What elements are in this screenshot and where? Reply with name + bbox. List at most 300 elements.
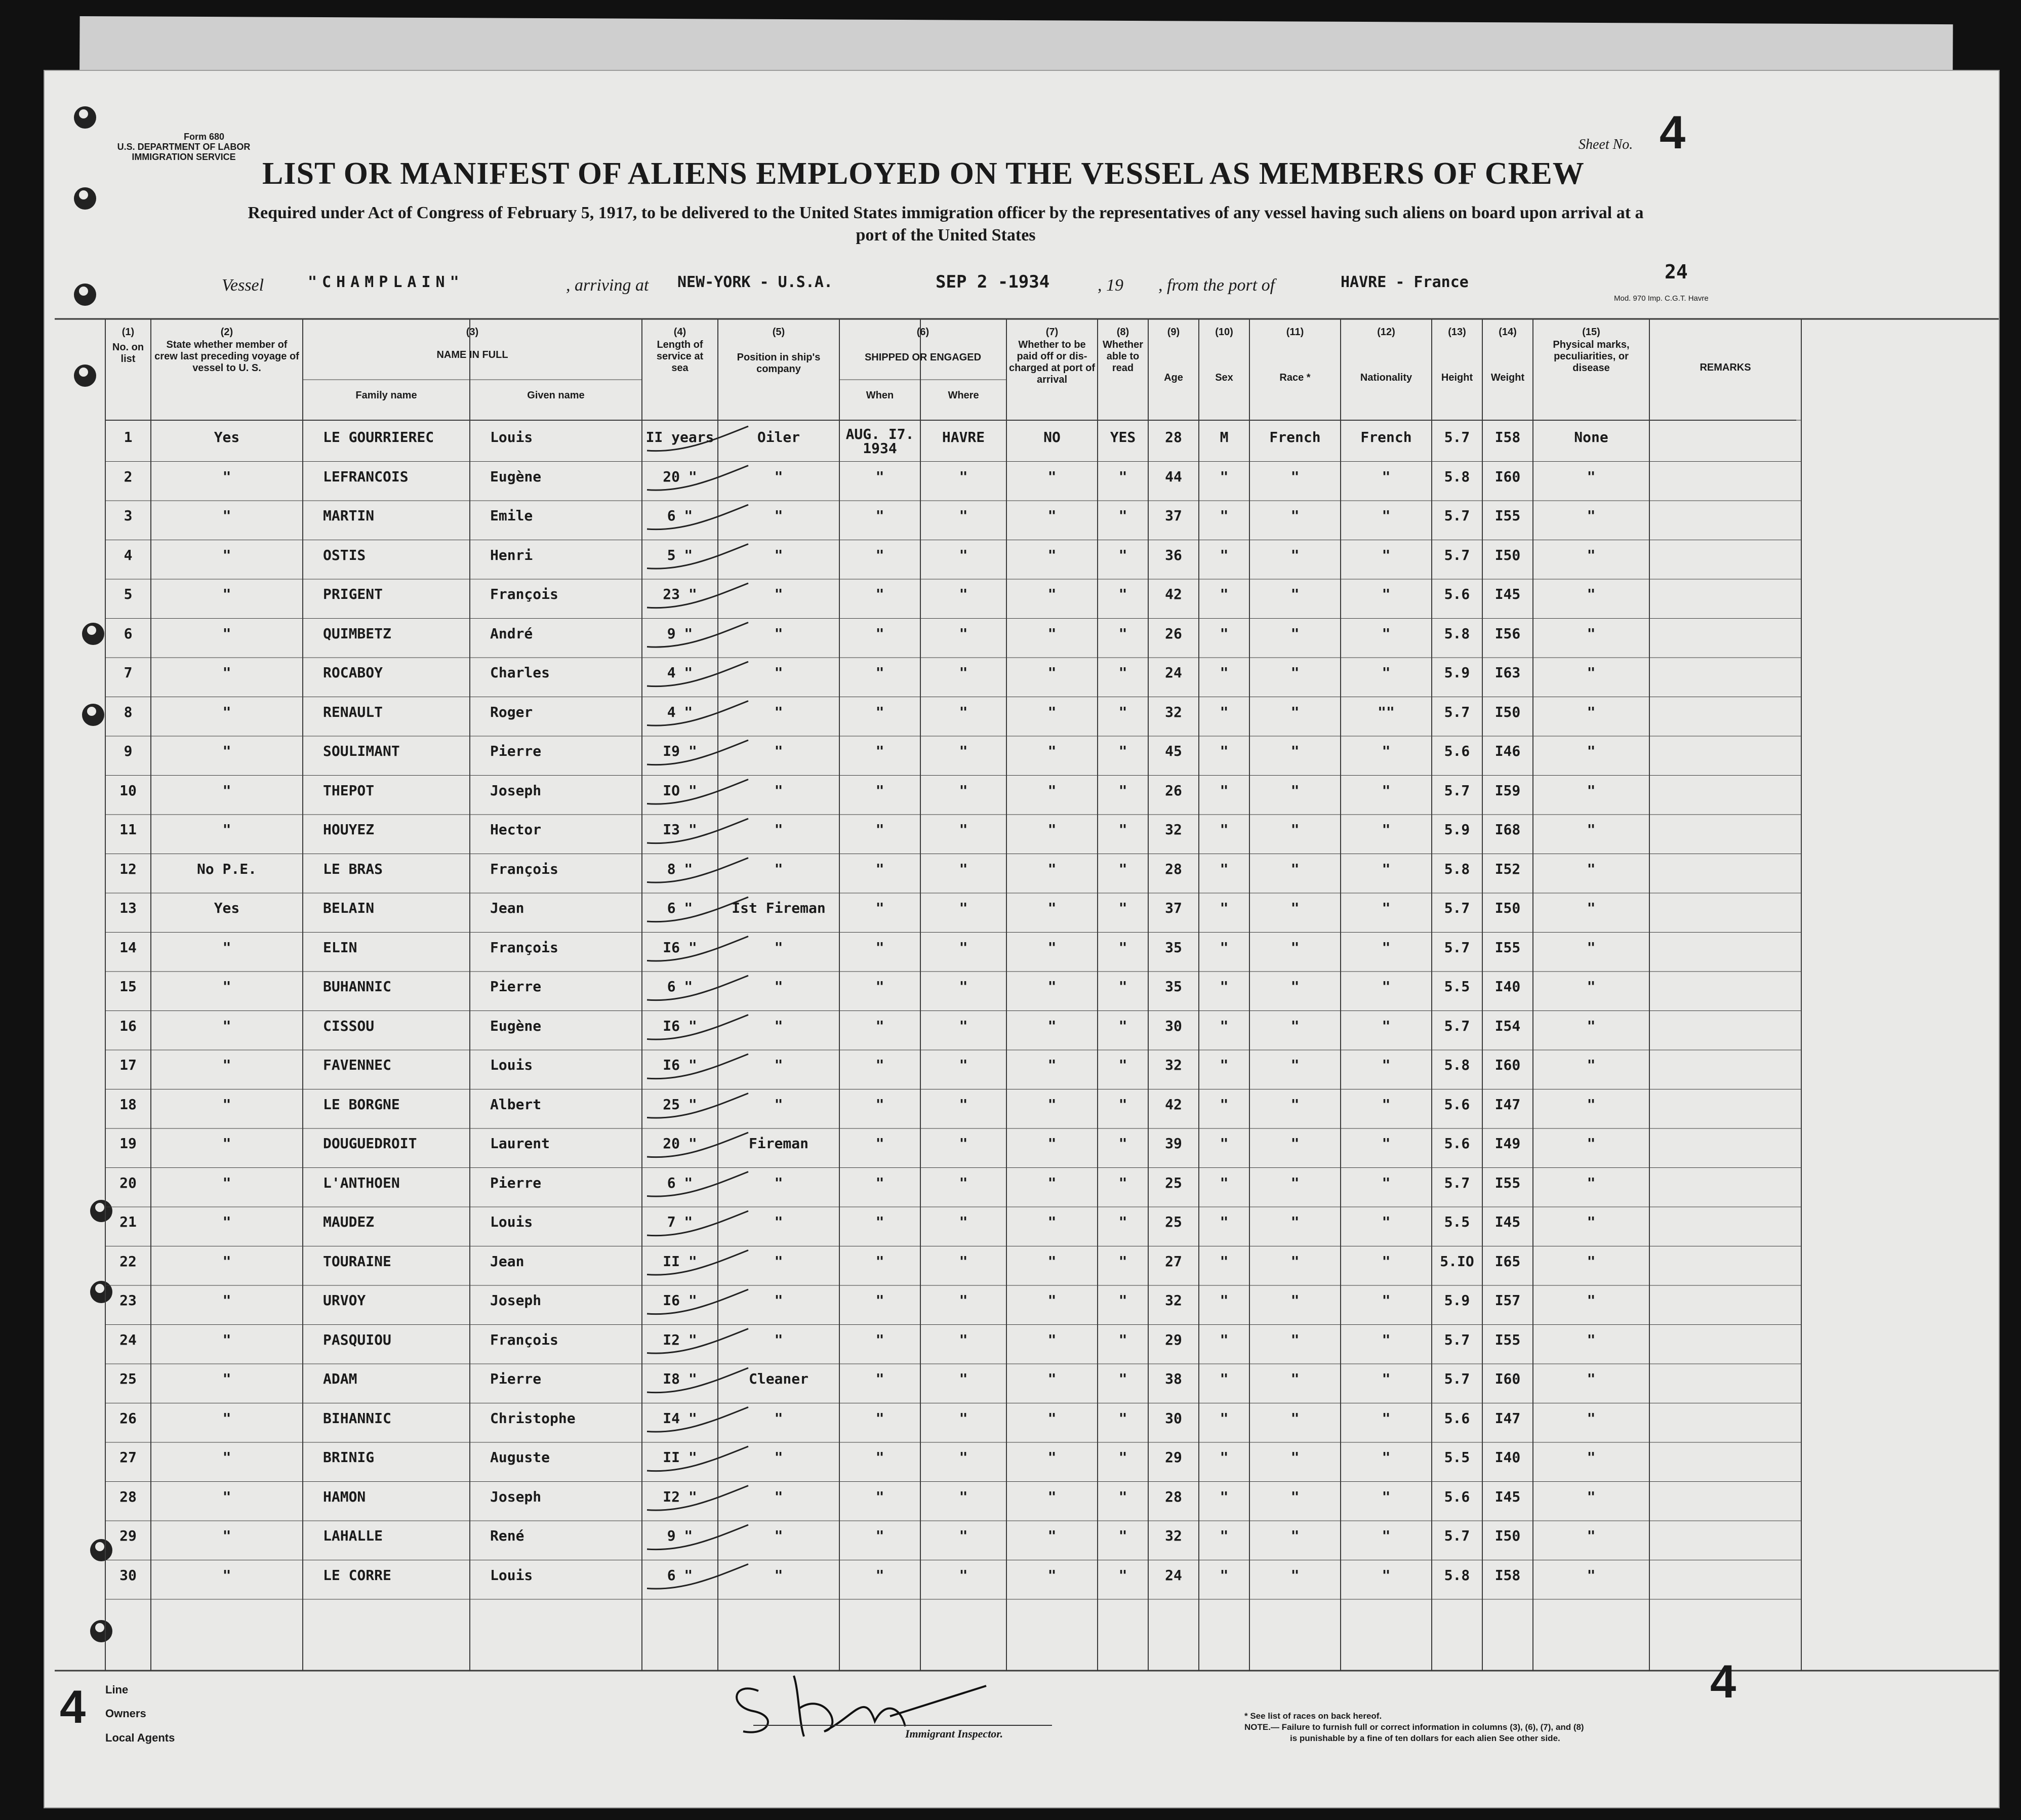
cell-nat: " bbox=[1382, 546, 1391, 563]
cell-where: " bbox=[959, 1449, 968, 1466]
cell-family: BRINIG bbox=[323, 1449, 375, 1466]
cell-sex: " bbox=[1220, 860, 1229, 877]
cell-nat: " bbox=[1382, 860, 1391, 877]
cell-where: " bbox=[959, 1135, 968, 1152]
cell-marks: " bbox=[1587, 860, 1596, 877]
cell-marks: " bbox=[1587, 468, 1596, 485]
cell-weight: I63 bbox=[1494, 664, 1521, 681]
cell-marks: " bbox=[1587, 1566, 1596, 1584]
cell-paid: " bbox=[1047, 507, 1057, 524]
cell-race: " bbox=[1290, 1096, 1300, 1113]
column-header: Length of service at sea bbox=[656, 339, 704, 374]
cell-weight: I60 bbox=[1494, 468, 1521, 485]
cell-position: " bbox=[774, 1488, 783, 1505]
cell-read: " bbox=[1118, 1057, 1127, 1073]
penalty-note: NOTE.— Failure to furnish full or correct information in columns (3), (6), (7), and (8) bbox=[1244, 1722, 1584, 1732]
cell-height: 5.6 bbox=[1444, 586, 1470, 602]
cell-sex: " bbox=[1220, 1096, 1229, 1113]
races-note: * See list of races on back hereof. bbox=[1244, 1711, 1382, 1721]
cell-prev: " bbox=[222, 1527, 231, 1544]
cell-family: LAHALLE bbox=[323, 1527, 383, 1544]
cell-age: 30 bbox=[1165, 1017, 1182, 1034]
department: U.S. DEPARTMENT OF LABOR bbox=[117, 142, 251, 152]
cell-sex: " bbox=[1220, 1409, 1229, 1427]
cell-weight: I46 bbox=[1494, 743, 1521, 759]
cell-where: " bbox=[959, 939, 968, 956]
cell-sex: " bbox=[1220, 1252, 1229, 1270]
cell-sex: " bbox=[1220, 782, 1229, 799]
form-title: LIST OR MANIFEST OF ALIENS EMPLOYED ON THE VESSEL AS MEMBERS OF CREW bbox=[262, 156, 1585, 191]
cell-read: " bbox=[1118, 507, 1127, 524]
cell-marks: " bbox=[1587, 821, 1596, 838]
cell-weight: I54 bbox=[1494, 1017, 1521, 1034]
cell-family: URVOY bbox=[323, 1292, 366, 1309]
cell-prev: " bbox=[222, 586, 231, 602]
cell-race: French bbox=[1269, 429, 1321, 446]
cell-age: 28 bbox=[1165, 1488, 1182, 1505]
cell-paid: " bbox=[1047, 1252, 1057, 1270]
cell-weight: I52 bbox=[1494, 860, 1521, 877]
cell-family: ROCABOY bbox=[323, 664, 383, 681]
cell-paid: " bbox=[1047, 782, 1057, 799]
cell-given: Christophe bbox=[490, 1409, 576, 1427]
cell-marks: " bbox=[1587, 586, 1596, 602]
cell-nat: " bbox=[1382, 1214, 1391, 1230]
from-port-label: , from the port of bbox=[1158, 276, 1275, 295]
cell-given: Hector bbox=[490, 821, 542, 838]
cell-no: 30 bbox=[119, 1566, 137, 1584]
cell-family: SOULIMANT bbox=[323, 743, 400, 759]
footer-left-sheet-number: 4 bbox=[60, 1681, 86, 1733]
cell-nat: " bbox=[1382, 468, 1391, 485]
cell-age: 26 bbox=[1165, 782, 1182, 799]
cell-given: Jean bbox=[490, 1252, 524, 1270]
cell-prev: Yes bbox=[214, 900, 240, 916]
cell-read: " bbox=[1118, 468, 1127, 485]
cell-race: " bbox=[1290, 625, 1300, 642]
cell-read: " bbox=[1118, 546, 1127, 563]
cell-service: I6 " bbox=[663, 1057, 697, 1073]
cell-read: " bbox=[1118, 978, 1127, 995]
column-header: (14) bbox=[1499, 327, 1517, 338]
cell-service: I9 " bbox=[663, 743, 697, 759]
cell-no: 12 bbox=[119, 860, 137, 877]
cell-race: " bbox=[1290, 664, 1300, 681]
cell-age: 35 bbox=[1165, 978, 1182, 995]
cell-paid: " bbox=[1047, 900, 1057, 916]
column-header: Where bbox=[948, 390, 979, 401]
arriving-port: NEW-YORK - U.S.A. bbox=[677, 273, 833, 291]
cell-service: 4 " bbox=[667, 664, 693, 681]
column-header: (2) bbox=[220, 327, 233, 338]
cell-nat: " bbox=[1382, 900, 1391, 916]
cell-nat: " bbox=[1382, 1331, 1391, 1348]
cell-weight: I57 bbox=[1494, 1292, 1521, 1309]
cell-race: " bbox=[1290, 1174, 1300, 1191]
form-number: Form 680 bbox=[183, 132, 225, 142]
cell-sex: " bbox=[1220, 546, 1229, 563]
cell-service: 20 " bbox=[663, 1135, 697, 1152]
cell-no: 3 bbox=[124, 507, 133, 524]
vessel-name: "CHAMPLAIN" bbox=[308, 273, 464, 291]
cell-when: " bbox=[875, 1252, 884, 1270]
column-header: Sex bbox=[1215, 372, 1233, 383]
cell-prev: " bbox=[222, 821, 231, 838]
column-header: Weight bbox=[1490, 372, 1525, 383]
cell-read: " bbox=[1118, 1017, 1127, 1034]
cell-nat: " bbox=[1382, 1566, 1391, 1584]
cell-family: RENAULT bbox=[323, 703, 383, 720]
cell-no: 16 bbox=[119, 1017, 137, 1034]
cell-prev: " bbox=[222, 664, 231, 681]
column-header: (12) bbox=[1377, 327, 1395, 338]
cell-position: " bbox=[774, 939, 783, 956]
cell-height: 5.7 bbox=[1444, 782, 1470, 799]
cell-race: " bbox=[1290, 1292, 1300, 1309]
cell-marks: " bbox=[1587, 1488, 1596, 1505]
cell-weight: I58 bbox=[1494, 429, 1521, 446]
cell-no: 15 bbox=[119, 978, 137, 995]
from-port: HAVRE - France bbox=[1341, 273, 1469, 291]
cell-no: 17 bbox=[119, 1057, 137, 1073]
cell-weight: I50 bbox=[1494, 703, 1521, 720]
cell-read: " bbox=[1118, 625, 1127, 642]
cell-family: BUHANNIC bbox=[323, 978, 391, 995]
cell-weight: I68 bbox=[1494, 821, 1521, 838]
cell-position: Oiler bbox=[757, 429, 800, 446]
cell-read: " bbox=[1118, 1292, 1127, 1309]
cell-race: " bbox=[1290, 743, 1300, 759]
cell-height: 5.7 bbox=[1444, 1527, 1470, 1544]
cell-position: Cleaner bbox=[748, 1370, 809, 1387]
cell-when: " bbox=[875, 1057, 884, 1073]
cell-given: François bbox=[490, 860, 558, 877]
cell-position: " bbox=[774, 821, 783, 838]
cell-nat: French bbox=[1360, 429, 1412, 446]
cell-no: 4 bbox=[124, 546, 133, 563]
cell-prev: " bbox=[222, 1331, 231, 1348]
cell-sex: " bbox=[1220, 1370, 1229, 1387]
cell-age: 35 bbox=[1165, 939, 1182, 956]
cell-height: 5.7 bbox=[1444, 900, 1470, 916]
cell-prev: " bbox=[222, 1566, 231, 1584]
cell-age: 44 bbox=[1165, 468, 1182, 485]
cell-no: 8 bbox=[124, 703, 133, 720]
cell-weight: I40 bbox=[1494, 1449, 1521, 1466]
cell-sex: " bbox=[1220, 1566, 1229, 1584]
cell-race: " bbox=[1290, 1135, 1300, 1152]
cell-sex: " bbox=[1220, 743, 1229, 759]
cell-read: " bbox=[1118, 1409, 1127, 1427]
cell-given: Louis bbox=[490, 429, 533, 446]
cell-when: " bbox=[875, 1370, 884, 1387]
cell-position: " bbox=[774, 664, 783, 681]
cell-sex: " bbox=[1220, 703, 1229, 720]
cell-service: II " bbox=[663, 1252, 697, 1270]
cell-prev: " bbox=[222, 468, 231, 485]
cell-service: 6 " bbox=[667, 1174, 693, 1191]
cell-height: 5.6 bbox=[1444, 743, 1470, 759]
cell-paid: " bbox=[1047, 1017, 1057, 1034]
cell-nat: " bbox=[1382, 1292, 1391, 1309]
cell-sex: " bbox=[1220, 664, 1229, 681]
cell-service: I4 " bbox=[663, 1409, 697, 1427]
cell-read: " bbox=[1118, 860, 1127, 877]
cell-race: " bbox=[1290, 1527, 1300, 1544]
form-subtitle-2: port of the United States bbox=[856, 226, 1036, 245]
cell-prev: " bbox=[222, 1135, 231, 1152]
cell-family: CISSOU bbox=[323, 1017, 375, 1034]
column-header: (10) bbox=[1215, 327, 1233, 338]
cell-service: I3 " bbox=[663, 821, 697, 838]
cell-prev: " bbox=[222, 703, 231, 720]
cell-service: 9 " bbox=[667, 625, 693, 642]
cell-prev: " bbox=[222, 625, 231, 642]
cell-height: 5.7 bbox=[1444, 507, 1470, 524]
line-label: Line bbox=[105, 1683, 129, 1696]
cell-when: " bbox=[875, 546, 884, 563]
column-header: Position in ship's company bbox=[737, 352, 821, 375]
cell-race: " bbox=[1290, 1409, 1300, 1427]
cell-where: " bbox=[959, 468, 968, 485]
cell-position: " bbox=[774, 1174, 783, 1191]
cell-race: " bbox=[1290, 703, 1300, 720]
cell-family: BELAIN bbox=[323, 900, 375, 916]
cell-given: Eugène bbox=[490, 468, 542, 485]
cell-paid: " bbox=[1047, 1292, 1057, 1309]
cell-paid: " bbox=[1047, 1057, 1057, 1073]
cell-nat: " bbox=[1382, 586, 1391, 602]
cell-marks: " bbox=[1587, 1409, 1596, 1427]
cell-position: Fireman bbox=[748, 1135, 809, 1152]
cell-service: I6 " bbox=[663, 1292, 697, 1309]
cell-service: 20 " bbox=[663, 468, 697, 485]
cell-prev: " bbox=[222, 1252, 231, 1270]
cell-sex: " bbox=[1220, 1488, 1229, 1505]
cell-no: 29 bbox=[119, 1527, 137, 1544]
cell-sex: " bbox=[1220, 1527, 1229, 1544]
cell-sex: M bbox=[1220, 429, 1229, 446]
column-header: State whether member of crew last preceding voyage of vessel to U. S. bbox=[154, 339, 299, 374]
cell-family: DOUGUEDROIT bbox=[323, 1135, 417, 1152]
cell-height: 5.8 bbox=[1444, 860, 1470, 877]
cell-age: 39 bbox=[1165, 1135, 1182, 1152]
cell-race: " bbox=[1290, 900, 1300, 916]
column-header: (7) bbox=[1045, 327, 1059, 338]
column-header: (11) bbox=[1286, 327, 1304, 338]
cell-nat: " bbox=[1382, 1527, 1391, 1544]
cell-marks: " bbox=[1587, 1292, 1596, 1309]
cell-service: I2 " bbox=[663, 1331, 697, 1348]
cell-prev: No P.E. bbox=[196, 860, 257, 877]
cell-age: 27 bbox=[1165, 1252, 1182, 1270]
cell-race: " bbox=[1290, 821, 1300, 838]
cell-when: " bbox=[875, 900, 884, 916]
cell-no: 23 bbox=[119, 1292, 137, 1309]
column-header: (1) bbox=[122, 327, 135, 338]
cell-sex: " bbox=[1220, 1292, 1229, 1309]
cell-position: " bbox=[774, 625, 783, 642]
cell-marks: " bbox=[1587, 1331, 1596, 1348]
cell-family: BIHANNIC bbox=[323, 1409, 391, 1427]
cell-paid: " bbox=[1047, 1566, 1057, 1584]
cell-family: L'ANTHOEN bbox=[323, 1174, 400, 1191]
cell-sex: " bbox=[1220, 1214, 1229, 1230]
cell-given: Eugène bbox=[490, 1017, 542, 1034]
cell-prev: " bbox=[222, 1370, 231, 1387]
cell-weight: I45 bbox=[1494, 1488, 1521, 1505]
cell-weight: I55 bbox=[1494, 1174, 1521, 1191]
cell-weight: I55 bbox=[1494, 507, 1521, 524]
cell-age: 37 bbox=[1165, 900, 1182, 916]
cell-age: 29 bbox=[1165, 1331, 1182, 1348]
cell-race: " bbox=[1290, 1057, 1300, 1073]
cell-read: " bbox=[1118, 703, 1127, 720]
cell-prev: " bbox=[222, 1449, 231, 1466]
form-subtitle: Required under Act of Congress of February 5, 1917, to be delivered to the United States immigration officer by the representatives of any vessel having such aliens on board upon arrival at a bbox=[248, 204, 1644, 222]
cell-nat: "" bbox=[1378, 703, 1395, 720]
cell-where: " bbox=[959, 1488, 968, 1505]
arriving-label: , arriving at bbox=[566, 276, 649, 295]
cell-marks: " bbox=[1587, 1370, 1596, 1387]
cell-service: I2 " bbox=[663, 1488, 697, 1505]
cell-given: François bbox=[490, 1331, 558, 1348]
cell-marks: " bbox=[1587, 1527, 1596, 1544]
cell-weight: I40 bbox=[1494, 978, 1521, 995]
cell-given: Louis bbox=[490, 1057, 533, 1073]
cell-family: LE CORRE bbox=[323, 1566, 391, 1584]
cell-service: I8 " bbox=[663, 1370, 697, 1387]
cell-given: André bbox=[490, 625, 533, 642]
cell-service: IO " bbox=[663, 782, 697, 799]
cell-service: 23 " bbox=[663, 586, 697, 602]
cell-where: " bbox=[959, 507, 968, 524]
cell-position: " bbox=[774, 507, 783, 524]
cell-age: 36 bbox=[1165, 546, 1182, 563]
column-header: REMARKS bbox=[1700, 362, 1751, 373]
cell-race: " bbox=[1290, 1566, 1300, 1584]
cell-age: 38 bbox=[1165, 1370, 1182, 1387]
cell-height: 5.7 bbox=[1444, 1370, 1470, 1387]
cell-given: Charles bbox=[490, 664, 550, 681]
cell-position: " bbox=[774, 1252, 783, 1270]
cell-when: " bbox=[875, 664, 884, 681]
cell-when: " bbox=[875, 978, 884, 995]
cell-sex: " bbox=[1220, 625, 1229, 642]
cell-race: " bbox=[1290, 507, 1300, 524]
cell-no: 9 bbox=[124, 743, 133, 759]
column-header: No. on list bbox=[112, 342, 144, 365]
cell-service: 6 " bbox=[667, 978, 693, 995]
cell-where: " bbox=[959, 625, 968, 642]
cell-position: " bbox=[774, 1331, 783, 1348]
cell-nat: " bbox=[1382, 1449, 1391, 1466]
cell-marks: " bbox=[1587, 1214, 1596, 1230]
sheet-no-label: Sheet No. bbox=[1579, 137, 1633, 152]
cell-weight: I60 bbox=[1494, 1370, 1521, 1387]
cell-prev: " bbox=[222, 546, 231, 563]
cell-paid: " bbox=[1047, 978, 1057, 995]
cell-family: ADAM bbox=[323, 1370, 357, 1387]
column-header: Height bbox=[1441, 372, 1473, 383]
cell-family: PRIGENT bbox=[323, 586, 383, 602]
cell-paid: " bbox=[1047, 1370, 1057, 1387]
cell-sex: " bbox=[1220, 1135, 1229, 1152]
cell-where: " bbox=[959, 1527, 968, 1544]
cell-when: " bbox=[875, 1096, 884, 1113]
cell-service: 6 " bbox=[667, 1566, 693, 1584]
cell-family: OSTIS bbox=[323, 546, 366, 563]
cell-position: " bbox=[774, 546, 783, 563]
cell-race: " bbox=[1290, 546, 1300, 563]
cell-family: TOURAINE bbox=[323, 1252, 391, 1270]
cell-paid: " bbox=[1047, 1214, 1057, 1230]
cell-position: " bbox=[774, 1527, 783, 1544]
cell-when: " bbox=[875, 743, 884, 759]
cell-no: 13 bbox=[119, 900, 137, 916]
cell-sex: " bbox=[1220, 507, 1229, 524]
cell-race: " bbox=[1290, 782, 1300, 799]
cell-read: " bbox=[1118, 586, 1127, 602]
cell-prev: " bbox=[222, 1017, 231, 1034]
cell-when: " bbox=[875, 1566, 884, 1584]
cell-where: " bbox=[959, 821, 968, 838]
cell-age: 32 bbox=[1165, 821, 1182, 838]
column-header: When bbox=[866, 390, 894, 401]
cell-service: 5 " bbox=[667, 546, 693, 563]
cell-no: 2 bbox=[124, 468, 133, 485]
cell-service: 25 " bbox=[663, 1096, 697, 1113]
cell-read: " bbox=[1118, 1096, 1127, 1113]
cell-no: 21 bbox=[119, 1214, 137, 1230]
cell-family: MARTIN bbox=[323, 507, 375, 524]
cell-weight: I50 bbox=[1494, 1527, 1521, 1544]
cell-when: " bbox=[875, 821, 884, 838]
cell-sex: " bbox=[1220, 586, 1229, 602]
cell-given: Pierre bbox=[490, 1174, 542, 1191]
cell-height: 5.6 bbox=[1444, 1488, 1470, 1505]
cell-prev: " bbox=[222, 939, 231, 956]
cell-read: " bbox=[1118, 1527, 1127, 1544]
cell-service: 9 " bbox=[667, 1527, 693, 1544]
cell-prev: " bbox=[222, 1214, 231, 1230]
cell-when: " bbox=[875, 1409, 884, 1427]
cell-nat: " bbox=[1382, 1017, 1391, 1034]
cell-when: " bbox=[875, 468, 884, 485]
cell-position: " bbox=[774, 1292, 783, 1309]
column-header: (4) bbox=[673, 327, 686, 338]
cell-marks: " bbox=[1587, 1449, 1596, 1466]
cell-paid: " bbox=[1047, 703, 1057, 720]
cell-age: 32 bbox=[1165, 1057, 1182, 1073]
cell-no: 24 bbox=[119, 1331, 137, 1348]
cell-position: " bbox=[774, 1566, 783, 1584]
sheet-number: 4 bbox=[1660, 107, 1686, 158]
cell-family: LEFRANCOIS bbox=[323, 468, 409, 485]
cell-age: 28 bbox=[1165, 860, 1182, 877]
cell-paid: " bbox=[1047, 1096, 1057, 1113]
cell-when: " bbox=[875, 507, 884, 524]
cell-height: 5.9 bbox=[1444, 821, 1470, 838]
cell-age: 24 bbox=[1165, 1566, 1182, 1584]
cell-race: " bbox=[1290, 468, 1300, 485]
column-header: Race * bbox=[1279, 372, 1311, 383]
cell-given: Henri bbox=[490, 546, 533, 563]
cell-nat: " bbox=[1382, 1057, 1391, 1073]
cell-height: 5.6 bbox=[1444, 1096, 1470, 1113]
cell-race: " bbox=[1290, 1449, 1300, 1466]
cell-where: " bbox=[959, 978, 968, 995]
